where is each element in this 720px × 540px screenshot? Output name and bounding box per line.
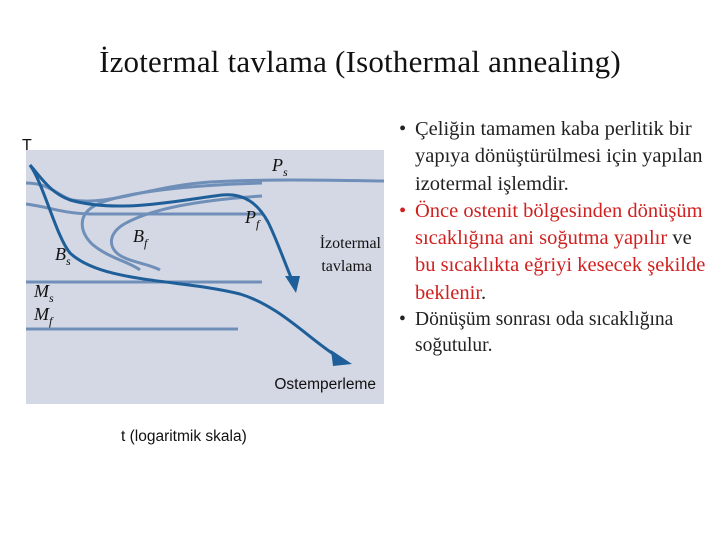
diagram-panel bbox=[26, 150, 384, 404]
x-axis-label: t (logaritmik skala) bbox=[121, 428, 247, 445]
bullet-item-1 bbox=[395, 116, 717, 198]
bullet-marker: • bbox=[399, 199, 407, 222]
bullet-item-3 bbox=[395, 307, 717, 359]
bullet-text: Dönüşüm sonrası oda sıcaklığına soğutulur. bbox=[415, 309, 674, 357]
bullet-text-dark-2: . bbox=[481, 281, 487, 304]
bullet-text: Çeliğin tamamen kaba perlitik bir yapıya dönüştürülmesi için yapılan izotermal işlemdir. bbox=[415, 118, 703, 195]
bullet-marker: • bbox=[399, 309, 406, 331]
pf-label: $P_f$ bbox=[245, 207, 260, 231]
bullet-text-red-1: Önce ostenit bölgesinden dönüşüm sıcaklığına ani soğutma yapılır bbox=[415, 199, 703, 250]
bs-label: $B_s$ bbox=[55, 244, 71, 268]
bullet-text-red-2: bu sıcaklıkta eğriyi kesecek şekilde beklenir bbox=[415, 254, 706, 304]
bullet-item-2 bbox=[395, 198, 717, 307]
bullet-text-dark-1: ve bbox=[672, 227, 692, 250]
bullet-list bbox=[395, 116, 717, 359]
ostemperleme-label: Ostemperleme bbox=[274, 376, 376, 393]
slide-title: İzotermal tavlama (Isothermal annealing) bbox=[99, 44, 621, 79]
izotermal-label-line2: tavlama bbox=[321, 258, 372, 275]
ps-label: $P_s$ bbox=[272, 155, 288, 179]
bf-label: $B_f$ bbox=[133, 226, 148, 250]
izotermal-label-line1: İzotermal bbox=[319, 235, 381, 252]
bullet-marker: • bbox=[399, 118, 407, 140]
mf-label: $M_f$ bbox=[34, 304, 53, 328]
ms-label: $M_s$ bbox=[34, 281, 54, 305]
y-axis-label: T bbox=[22, 137, 32, 154]
